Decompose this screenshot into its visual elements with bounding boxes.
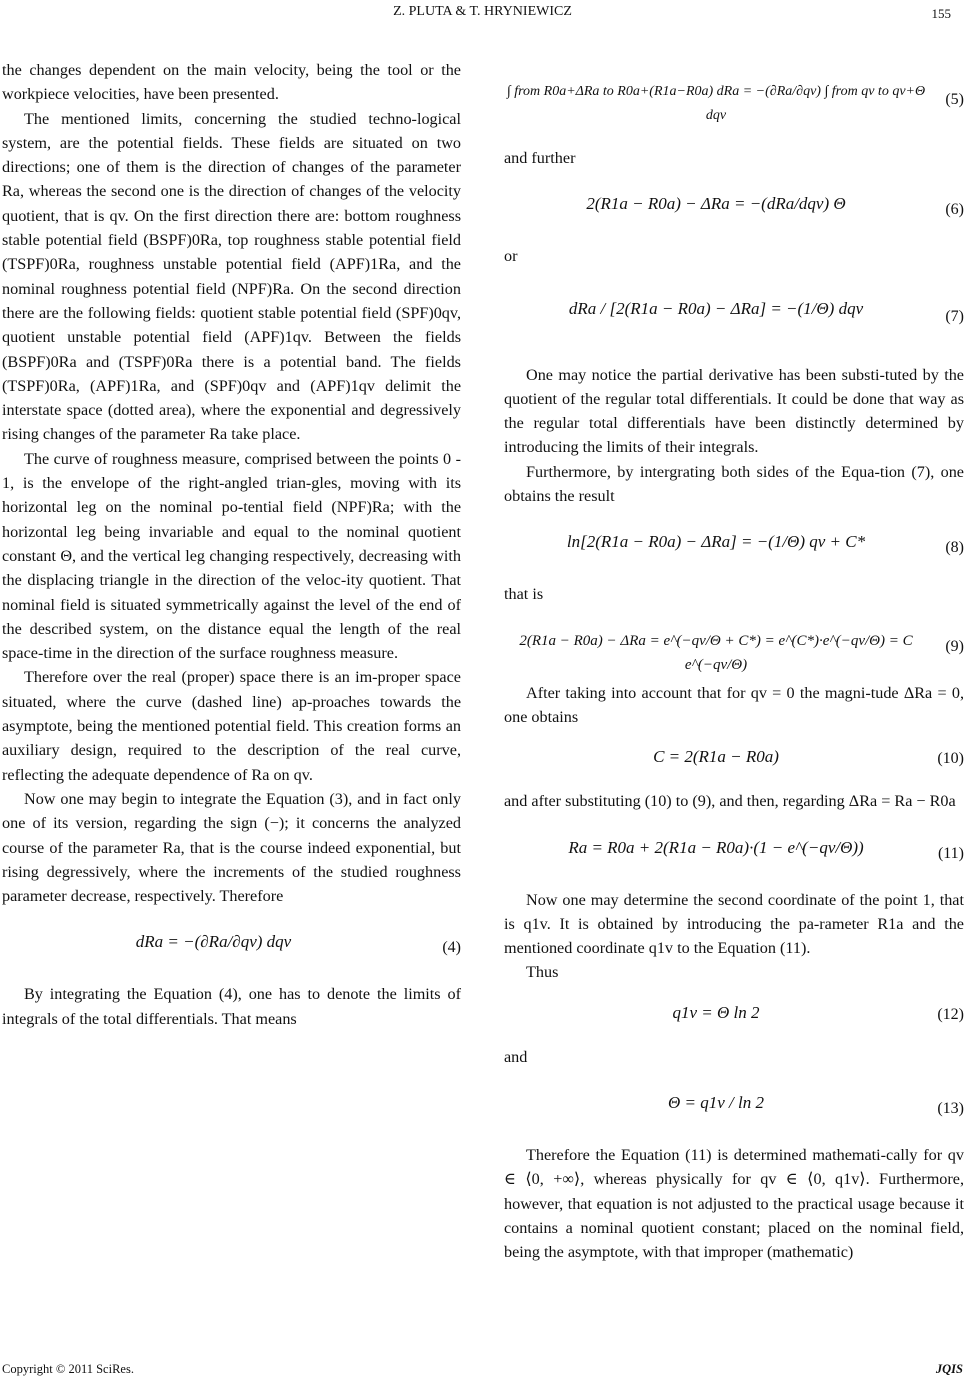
equation-number: (10)	[937, 750, 964, 768]
equation-number: (4)	[442, 939, 461, 957]
paragraph: One may notice the partial derivative has been substi-tuted by the quotient of the regular total differentials. It could be done that way as the regular total differentials have been distinctly determined by introducing the limits of their integrals.	[504, 365, 964, 457]
text-line: and	[504, 1047, 528, 1066]
paragraph: By integrating the Equation (4), one has to denote the limits of integrals of the total differentials. That means	[2, 985, 461, 1028]
paragraph: The curve of roughness measure, comprised between the points 0 - 1, is the envelope of the right-angled trian-gles, moving with its horizontal leg on the nominal po-tential field (NPF)Ra; with the horizontal leg being invariable and equal to the nominal quotient constant Θ, and the vertical leg changing respectively, decreasing with the displacing triangle in the direction of the veloc-ity quotient. That nominal field is situated symmetrically against the level of the end of the described system, on the distance equal the length of the real space-time in the direction of the surface roughness measure.	[2, 449, 461, 663]
page-number: 155	[931, 6, 951, 21]
text-line: Thus	[526, 963, 559, 982]
equation-body: 2(R1a − R0a) − ΔRa = −(dRa/dqv) Θ	[586, 194, 846, 214]
left-column	[2, 58, 461, 1031]
equation-number: (12)	[937, 1005, 964, 1023]
text-line: or	[504, 247, 518, 266]
journal-abbrev: JQIS	[935, 1362, 963, 1376]
paragraph: Furthermore, by intergrating both sides of the Equa-tion (7), one obtains the result	[504, 462, 964, 506]
equation-body: 2(R1a − R0a) − ΔRa = e^(−qv/Θ + C*) = e^(C*)·e^(−qv/Θ) = C e^(−qv/Θ)	[519, 632, 913, 673]
equation-body: C = 2(R1a − R0a)	[653, 747, 779, 767]
text-line: that is	[504, 585, 544, 604]
equation-number: (7)	[945, 307, 964, 325]
page-header	[0, 2, 965, 24]
page-footer	[0, 1360, 965, 1382]
equation-12	[504, 991, 964, 1039]
equation-body: dRa = −(∂Ra/∂qv) dqv	[135, 932, 292, 952]
equation-number: (11)	[937, 844, 964, 862]
copyright-notice: Copyright © 2011 SciRes.	[2, 1362, 134, 1376]
equation-number: (8)	[945, 539, 964, 557]
equation-body: q1v = Θ ln 2	[672, 1002, 760, 1022]
equation-number: (9)	[945, 637, 964, 655]
equation-number: (6)	[945, 201, 964, 219]
equation-body: ln[2(R1a − R0a) − ΔRa] = −(1/Θ) qv + C*	[566, 532, 866, 552]
equation-body: dRa / [2(R1a − R0a) − ΔRa] = −(1/Θ) dqv	[568, 298, 864, 318]
equation-body: Θ = q1v / ln 2	[668, 1093, 764, 1113]
paragraph: The mentioned limits, concerning the studied techno-logical system, are the potential fields. These fields are situated on two directions; one of them is the direction of changes of the parameter Ra, whereas the second one is the direction of changes of the velocity quotient, that is qv. On the first direction there are: bottom roughness stable potential field (BSPF)0Ra, top roughness stable potential field (TSPF)0Ra, roughness unstable potential field (APF)1Ra, and the nominal roughness potential field (NPF)Ra. On the second direction there are the following fields: quotient stable potential field (SPF)0qv, quotient unstable potential field (APF)1qv. Between the fields (BSPF)0Ra and (TSPF)0Ra there is a potential band. The fields (TSPF)0Ra, (APF)1Ra, and (SPF)0qv and (APF)1qv delimit the interstate space (dotted area), where the exponential and degressively rising changes of the parameter Ra take place.	[2, 109, 461, 444]
equation-9	[504, 613, 964, 675]
equation-5	[504, 58, 964, 140]
text-line: and further	[504, 149, 576, 167]
right-column	[504, 58, 964, 1265]
paragraph: Therefore over the real (proper) space there is an im-proper space situated, where the curve (dashed line) ap-proaches towards the asymptote, being the mentioned potential field. This creation forms an auxiliary design, required to the description of the real curve, reflecting the adequate dependence of Ra on qv.	[2, 668, 461, 784]
equation-10	[504, 735, 964, 783]
equation-body: ∫ from R0a+ΔRa to R0a+(R1a−R0a) dRa = −(∂Ra/∂qv) ∫ from qv to qv+Θ dqv	[506, 84, 926, 124]
paragraph: After taking into account that for qv = 0 the magni-tude ΔRa = 0, one obtains	[504, 683, 964, 726]
paragraph: Now one may determine the second coordinate of the point 1, that is q1v. It is obtained by introducing the pa-rameter R1a and the mentioned coordinate q1v to the Equation (11).	[504, 890, 964, 958]
equation-13	[504, 1075, 964, 1137]
running-title: Z. PLUTA & T. HRYNIEWICZ	[393, 4, 572, 19]
paragraph: Now one may begin to integrate the Equation (3), and in fact only one of its version, regarding the sign (−); it concerns the analyzed course of the parameter Ra, that is the course indeed exponential, but rising degressively, where the increments of the studied roughness parameter decrease, respectively. Therefore	[2, 789, 461, 906]
equation-number: (13)	[937, 1100, 964, 1118]
equation-body: Ra = R0a + 2(R1a − R0a)·(1 − e^(−qv/Θ))	[568, 837, 864, 857]
equation-number: (5)	[945, 91, 964, 108]
equation-4	[2, 914, 461, 976]
equation-8	[504, 514, 964, 576]
equation-6	[504, 176, 964, 238]
equation-7	[504, 275, 964, 357]
paragraph: and after substituting (10) to (9), and then, regarding ΔRa = Ra − R0a	[504, 792, 956, 811]
paragraph: the changes dependent on the main velocity, being the tool or the workpiece velocities, have been presented.	[2, 61, 461, 104]
equation-11	[504, 820, 964, 882]
paragraph: Therefore the Equation (11) is determined mathemati-cally for qv ∈ ⟨0, +∞⟩, whereas physically for qv ∈ ⟨0, q1v⟩. Furthermore, however, that equation is not adjusted to the practical usage because it contains a nominal quotient constant; placed on the nominal field, being the asymptote, with that improper (mathematic)	[504, 1146, 964, 1262]
